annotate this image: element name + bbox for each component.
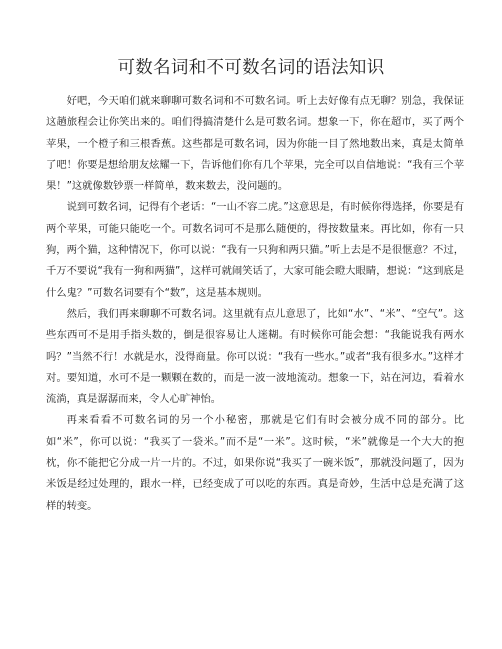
document-title: 可数名词和不可数名词的语法知识	[117, 58, 385, 78]
paragraph-intro: 好吧，今天咱们就来聊聊可数名词和不可数名词。听上去好像有点无聊？别急，我保证这趟旅程会让你笑出来的。咱们得搞清楚什么是可数名词。想象一下，你在超市，买了两个苹果，一个橙子和三根香蕉。这些都是可数名词，因为你能一目了然地数出来，真是太简单了吧！你要是想给朋友炫耀一下，告诉他们你有几个苹果，完全可以自信地说：“我有三个苹果！”这就像数钞票一样简单，数来数去，没问题的。	[46, 95, 464, 193]
paragraph-uncountable: 然后，我们再来聊聊不可数名词。这里就有点儿意思了，比如“水”、“米”、“空气”。这些东西可不是用手指头数的，倒是很容易让人迷糊。有时候你可能会想：“我能说我有两水吗？”当然不行！水就是水，没得商量。你可以说：“我有一些水。”或者“我有很多水。”这样才对。要知道，水可不是一颗颗在数的，而是一波一波地流动。想象一下，站在河边，看着水流淌，真是潺潺而来，令人心旷神怡。	[46, 307, 464, 406]
paragraph-countable: 说到可数名词，记得有个老话：“一山不容二虎。”这意思是，有时候你得选择，你要是有两个苹果，可能只能吃一个。可数名词可不是那么随便的，得按数量来。再比如，你有一只狗，两个猫，这种情况下，你可以说：“我有一只狗和两只猫。”听上去是不是很惬意？不过，千万不要说“我有一狗和两猫”，这样可就闹笑话了，大家可能会瞪大眼睛，想说：“这到底是什么鬼？”可数名词要有个“数”，这是基本规则。	[46, 201, 464, 299]
paragraph-uncountable-secret: 再来看看不可数名词的另一个小秘密，那就是它们有时会被分成不同的部分。比如“米”，你可以说：“我买了一袋米。”而不是“一米”。这时候，“米”就像是一个大大的抱枕，你不能把它分成一片一片的。不过，如果你说“我买了一碗米饭”，那就没问题了，因为米饭是经过处理的，跟水一样，已经变成了可以吃的东西。真是奇妙，生活中总是充满了这样的转变。	[46, 414, 464, 512]
document-body	[46, 91, 464, 517]
